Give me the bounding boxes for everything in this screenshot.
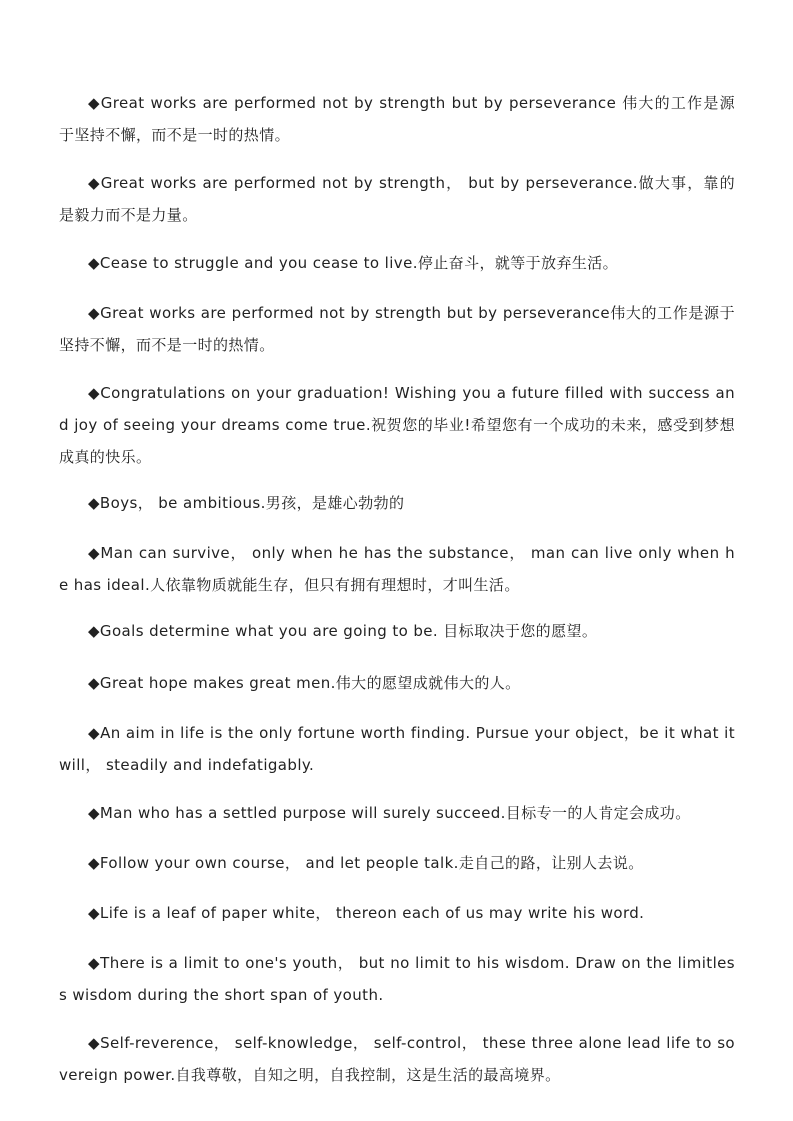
paragraph-9: ◆Great hope makes great men.伟大的愿望成就伟大的人。 (88, 674, 521, 692)
paragraph-15: ◆Self-reverence， self-knowledge， self-control， these three alone lead life to sovereign power.自我尊敬，自知之明，自我控制，这是生活的最高境界。 (59, 1034, 735, 1084)
paragraph-8: ◆Goals determine what you are going to be. 目标取决于您的愿望。 (88, 622, 598, 640)
paragraph-3: ◆Cease to struggle and you cease to live.停止奋斗，就等于放弃生活。 (88, 254, 619, 272)
paragraph-5: ◆Congratulations on your graduation! Wishing you a future filled with success and joy of seeing your dreams come true.祝贺您的毕业!希望您有一个成功的未来，感受到梦想成真的快乐。 (59, 384, 735, 466)
paragraph-14: ◆There is a limit to one's youth， but no limit to his wisdom. Draw on the limitless wisdom during the short span of youth. (59, 954, 735, 1004)
paragraph-12: ◆Follow your own course， and let people talk.走自己的路，让别人去说。 (88, 854, 644, 872)
paragraph-10: ◆An aim in life is the only fortune worth finding. Pursue your object，be it what it will， steadily and indefatigably. (59, 724, 735, 774)
paragraph-6: ◆Boys， be ambitious.男孩，是雄心勃勃的 (88, 494, 405, 512)
paragraph-2: ◆Great works are performed not by strength， but by perseverance.做大事，靠的是毅力而不是力量。 (59, 174, 735, 224)
paragraph-4: ◆Great works are performed not by strength but by perseverance伟大的工作是源于坚持不懈，而不是一时的热情。 (59, 304, 735, 354)
paragraph-11: ◆Man who has a settled purpose will surely succeed.目标专一的人肯定会成功。 (88, 804, 691, 822)
paragraph-1: ◆Great works are performed not by strength but by perseverance 伟大的工作是源于坚持不懈，而不是一时的热情。 (59, 94, 735, 144)
paragraph-7: ◆Man can survive， only when he has the substance， man can live only when he has ideal.人依靠物质就能生存，但只有拥有理想时，才叫生活。 (59, 544, 735, 594)
paragraph-13: ◆Life is a leaf of paper white， thereon each of us may write his word. (88, 904, 645, 922)
